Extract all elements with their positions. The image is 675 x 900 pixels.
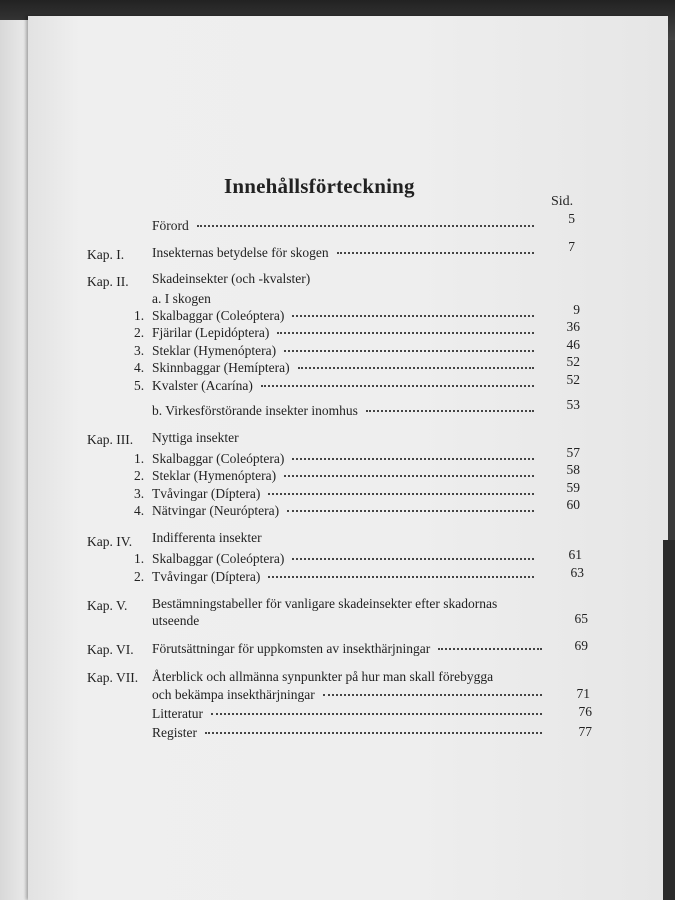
toc-entry: Tvåvingar (Díptera)	[152, 569, 542, 585]
page-number: 58	[566, 462, 580, 477]
toc-entry-litteratur: Litteratur	[152, 706, 550, 722]
page-number: 53	[566, 397, 580, 412]
page-number: 63	[570, 565, 584, 580]
toc-entry: Skalbaggar (Coleóptera)	[152, 551, 542, 567]
toc-entry-forord: Förord	[152, 218, 542, 234]
toc-entry: Steklar (Hymenóptera)	[152, 468, 542, 484]
toc-entry: Fjärilar (Lepidóptera)	[152, 325, 542, 341]
page-column-header: Sid.	[551, 194, 574, 209]
chapter-title-cont: utseende	[152, 613, 200, 628]
chapter-number: Kap. II.	[87, 274, 129, 289]
page-number: 71	[576, 686, 590, 701]
toc-entry-register: Register	[152, 725, 550, 741]
toc-entry-kap7: och bekämpa insekthärjningar	[152, 687, 550, 703]
page-number: 65	[574, 611, 588, 626]
page-number: 46	[566, 337, 580, 352]
toc-entry: Skinnbaggar (Hemíptera)	[152, 360, 542, 376]
item-number: 3.	[134, 343, 145, 358]
toc-entry: Kvalster (Acarína)	[152, 378, 542, 394]
toc-entry: Nätvingar (Neuróptera)	[152, 503, 542, 519]
toc-entry: Skalbaggar (Coleóptera)	[152, 451, 542, 467]
page-number: 76	[578, 704, 592, 719]
chapter-number: Kap. III.	[87, 432, 134, 447]
toc-entry: Tvåvingar (Díptera)	[152, 486, 542, 502]
chapter-title: Indifferenta insekter	[152, 530, 262, 545]
item-number: 1.	[134, 451, 145, 466]
page-title: Innehållsförteckning	[224, 174, 415, 198]
chapter-number: Kap. V.	[87, 598, 128, 613]
item-number: 2.	[134, 569, 145, 584]
item-number: 3.	[134, 486, 145, 501]
item-number: 2.	[134, 468, 145, 483]
chapter-number: Kap. VI.	[87, 642, 134, 657]
toc-entry: b. Virkesförstörande insekter inomhus	[152, 403, 542, 419]
page-number: 52	[566, 354, 580, 369]
section-heading: a. I skogen	[152, 291, 211, 306]
toc-entry: Skalbaggar (Coleóptera)	[152, 308, 542, 324]
chapter-number: Kap. VII.	[87, 670, 139, 685]
toc-entry-kap6: Förutsättningar för uppkomsten av insekthärjningar	[152, 641, 550, 657]
page-number: 7	[568, 239, 575, 254]
item-number: 1.	[134, 308, 145, 323]
page-number: 77	[578, 724, 592, 739]
page-number: 57	[566, 445, 580, 460]
page-number: 36	[566, 319, 580, 334]
chapter-title: Nyttiga insekter	[152, 430, 239, 445]
item-number: 4.	[134, 360, 145, 375]
item-number: 5.	[134, 378, 145, 393]
toc-entry: Steklar (Hymenóptera)	[152, 343, 542, 359]
chapter-title: Skadeinsekter (och -kvalster)	[152, 271, 311, 286]
chapter-number: Kap. I.	[87, 247, 125, 262]
item-number: 4.	[134, 503, 145, 518]
page-number: 61	[568, 547, 582, 562]
chapter-title: Bestämningstabeller för vanligare skadeinsekter efter skadornas	[152, 596, 498, 611]
chapter-number: Kap. IV.	[87, 534, 133, 549]
page-number: 69	[574, 638, 588, 653]
item-number: 2.	[134, 325, 145, 340]
background-right	[663, 540, 675, 900]
page-number: 5	[568, 211, 575, 226]
chapter-title: Återblick och allmänna synpunkter på hur man skall förebygga	[152, 669, 494, 684]
page-number: 52	[566, 372, 580, 387]
item-number: 1.	[134, 551, 145, 566]
page-number: 59	[566, 480, 580, 495]
page-number: 9	[573, 302, 580, 317]
facing-page-edge	[0, 20, 30, 900]
toc-entry-kap1: Insekternas betydelse för skogen	[152, 245, 542, 261]
page-number: 60	[566, 497, 580, 512]
